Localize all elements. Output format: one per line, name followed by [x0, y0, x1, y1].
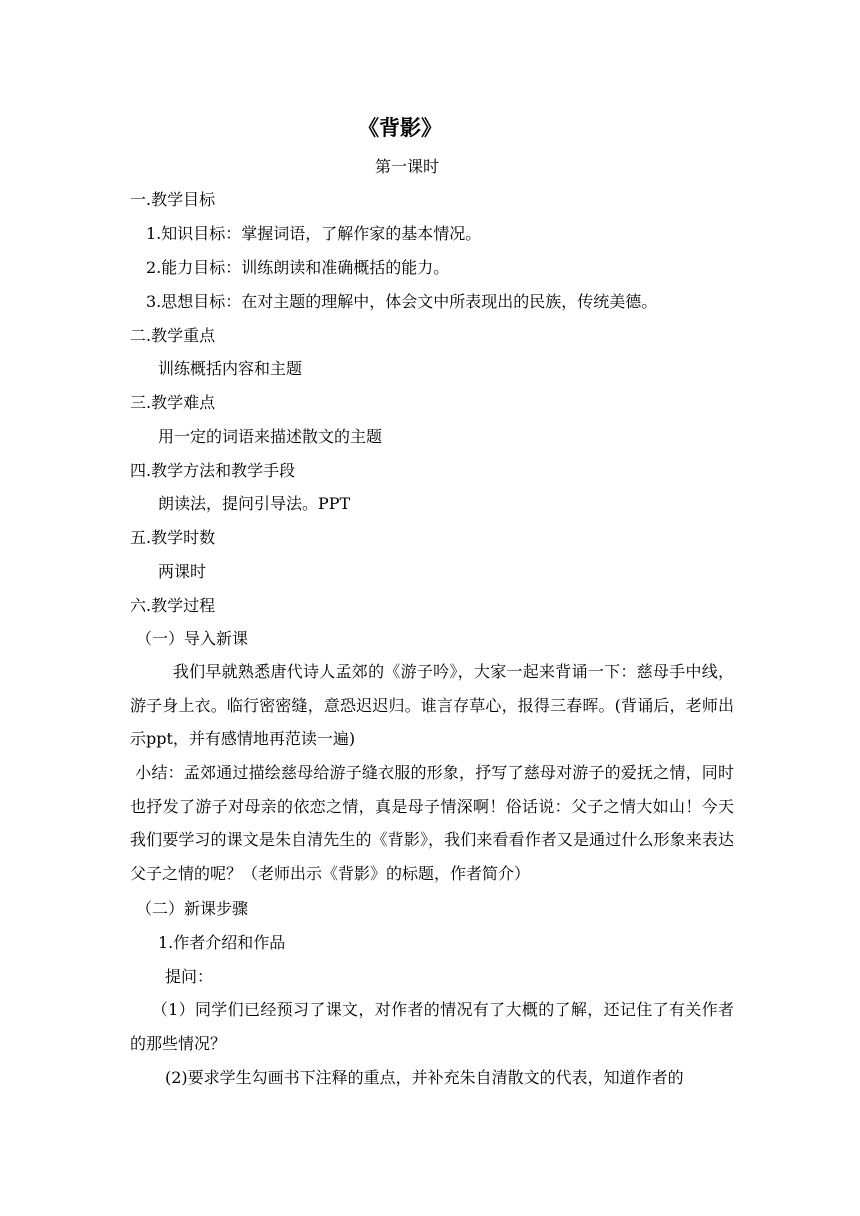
subsection-intro: （一）导入新课 [136, 629, 249, 648]
step-author-intro: 1.作者介绍和作品 [158, 933, 286, 952]
methods-body: 朗读法，提问引导法。PPT [158, 494, 351, 513]
document-title: 《背影》 [358, 116, 442, 140]
lesson-subtitle: 第一课时 [374, 157, 439, 176]
question-2-line: (2)要求学生勾画书下注释的重点，并补充朱自清散文的代表，知道作者的 [165, 1068, 684, 1087]
objective-knowledge: 1.知识目标：掌握词语，了解作家的基本情况。 [146, 224, 482, 243]
focus-body: 训练概括内容和主题 [158, 359, 303, 378]
section-heading-difficulty: 三.教学难点 [130, 393, 216, 412]
section-heading-objectives: 一.教学目标 [130, 190, 216, 209]
section-heading-hours: 五.教学时数 [130, 528, 216, 547]
summary-paragraph: 小结：孟郊通过描绘慈母给游子缝衣服的形象，抒写了慈母对游子的爱抚之情，同时也抒发了游子对母亲的依恋之情，真是母子情深啊！俗话说：父子之情大如山！今天我们要学习的课文是朱自清先生的《背影》，我们来看看作者又是通过什么形象来表达父子之情的呢？（老师出示《背影》的标题，作者简介） [130, 763, 734, 883]
objective-ability: 2.能力目标：训练朗读和准确概括的能力。 [146, 258, 450, 277]
subsection-steps: （二）新课步骤 [136, 899, 249, 918]
intro-paragraph: 我们早就熟悉唐代诗人孟郊的《游子吟》，大家一起来背诵一下：慈母手中线，游子身上衣。临行密密缝，意恐迟迟归。谁言存草心，报得三春晖。(背诵后，老师出示ppt，并有感情地再范读一遍) [130, 662, 734, 749]
question-label: 提问： [165, 967, 214, 986]
question-1-paragraph: （1）同学们已经预习了课文，对作者的情况有了大概的了解，还记住了有关作者的那些情况？ [130, 1000, 735, 1053]
section-heading-process: 六.教学过程 [130, 596, 216, 615]
difficulty-body: 用一定的词语来描述散文的主题 [158, 427, 383, 446]
objective-thought: 3.思想目标：在对主题的理解中，体会文中所表现出的民族，传统美德。 [146, 292, 658, 311]
hours-body: 两课时 [158, 562, 207, 581]
section-heading-methods: 四.教学方法和教学手段 [130, 461, 296, 480]
section-heading-focus: 二.教学重点 [130, 326, 216, 345]
